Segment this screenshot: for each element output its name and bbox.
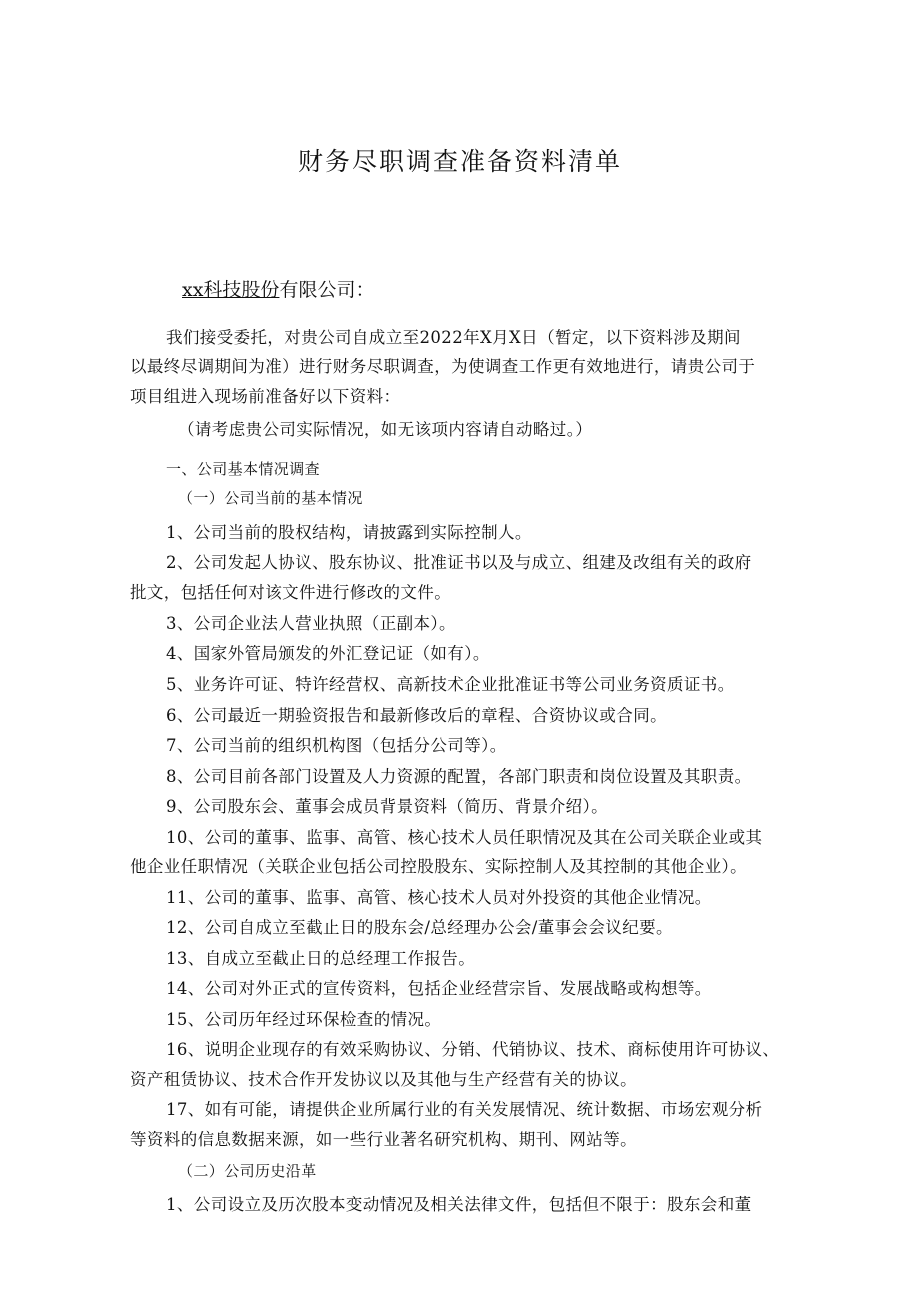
list-item: 12、公司自成立至截止日的股东会/总经理办公会/董事会会议纪要。 — [166, 918, 673, 937]
intro-note: （请考虑贵公司实际情况，如无该项内容请自动略过。） — [178, 420, 593, 439]
list-item: 13、自成立至截止日的总经理工作报告。 — [166, 949, 476, 968]
section-heading: 一、公司基本情况调查 — [166, 460, 321, 478]
list-item: 资产租赁协议、技术合作开发协议以及其他与生产经营有关的协议。 — [130, 1070, 637, 1089]
list-item: 5、业务许可证、特许经营权、高新技术企业批准证书等公司业务资质证书。 — [166, 675, 735, 694]
list-item: 9、公司股东会、董事会成员背景资料（简历、背景介绍）。 — [166, 797, 609, 816]
list-item: 16、说明企业现存的有效采购协议、分销、代销协议、技术、商标使用许可协议、 — [166, 1040, 780, 1059]
list-item: 14、公司对外正式的宣传资料，包括企业经营宗旨、发展战略或构想等。 — [166, 979, 712, 998]
list-item: 7、公司当前的组织机构图（包括分公司等）。 — [166, 736, 507, 755]
list-item: 批文，包括任何对该文件进行修改的文件。 — [130, 583, 452, 602]
list-item: 11、公司的董事、监事、高管、核心技术人员对外投资的其他企业情况。 — [166, 888, 712, 907]
list-item: 2、公司发起人协议、股东协议、批准证书以及与成立、组建及改组有关的政府 — [166, 553, 752, 572]
list-item: 8、公司目前各部门设置及人力资源的配置，各部门职责和岗位设置及其职责。 — [166, 767, 752, 786]
list-item: 1、公司当前的股权结构，请披露到实际控制人。 — [166, 523, 532, 542]
intro-line-2: 以最终尽调期间为准）进行财务尽职调查，为使调查工作更有效地进行，请贵公司于 — [130, 357, 756, 376]
addressee — [182, 275, 374, 302]
page-title: 财务尽职调查准备资料清单 — [297, 147, 622, 176]
list-item: 等资料的信息数据来源，如一些行业著名研究机构、期刊、网站等。 — [130, 1130, 637, 1149]
intro-line-3: 项目组进入现场前准备好以下资料： — [130, 387, 401, 406]
list-item: 4、国家外管局颁发的外汇登记证（如有）。 — [166, 644, 490, 663]
list-item: 3、公司企业法人营业执照（正副本）。 — [166, 614, 456, 633]
intro-line-1: 我们接受委托，对贵公司自成立至2022年X月X日（暂定，以下资料涉及期间 — [166, 328, 741, 347]
list-item: 17、如有可能，请提供企业所属行业的有关发展情况、统计数据、市场宏观分析 — [166, 1100, 763, 1119]
addressee-suffix: 有限公司： — [279, 279, 375, 301]
list-item: 6、公司最近一期验资报告和最新修改后的章程、合资协议或合同。 — [166, 706, 667, 725]
subsection-heading-1: （一）公司当前的基本情况 — [178, 489, 363, 507]
list-item: 15、公司历年经过环保检查的情况。 — [166, 1010, 442, 1029]
list-item: 他企业任职情况（关联企业包括公司控股股东、实际控制人及其控制的其他企业）。 — [130, 857, 748, 876]
list-item: 10、公司的董事、监事、高管、核心技术人员任职情况及其在公司关联企业或其 — [166, 828, 763, 847]
addressee-company: xx科技股份 — [182, 279, 280, 301]
list-item: 1、公司设立及历次股本变动情况及相关法律文件，包括但不限于：股东会和董 — [166, 1195, 752, 1214]
subsection-heading-2: （二）公司历史沿革 — [178, 1162, 317, 1180]
